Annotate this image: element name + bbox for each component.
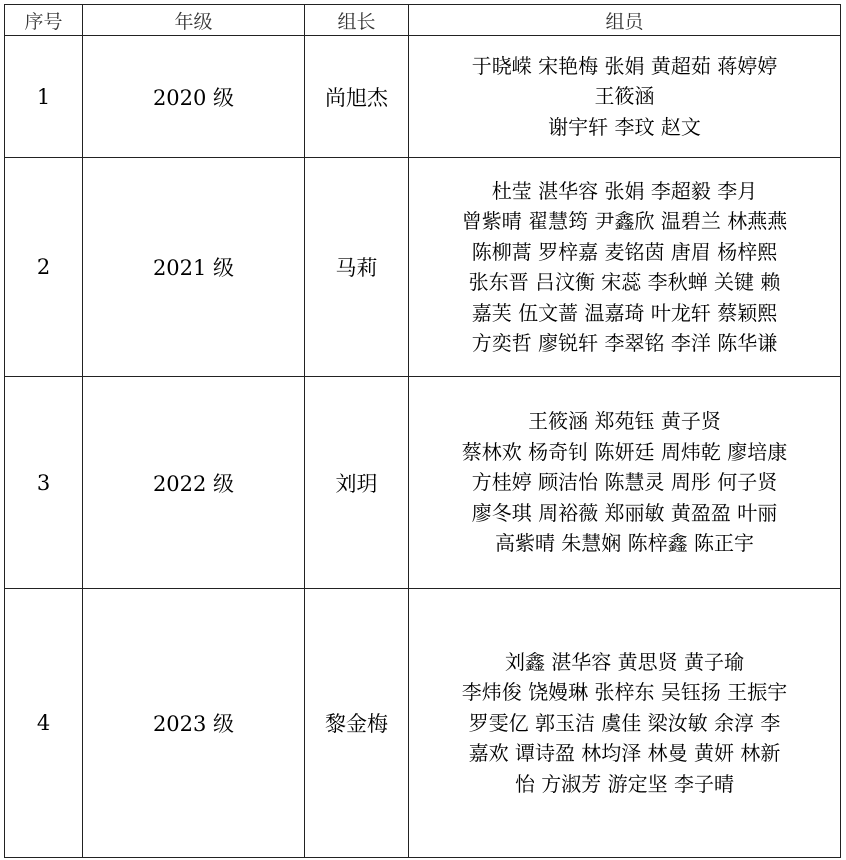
member-line: 方奕哲 廖锐轩 李翠铭 李洋 陈华谦 [471, 331, 778, 355]
row-index: 3 [5, 377, 83, 589]
table-row [5, 377, 841, 589]
member-line: 罗雯亿 郭玉洁 虞佳 梁汝敏 余淳 李 [468, 710, 781, 735]
row-members [409, 36, 841, 158]
row-leader: 尚旭杰 [305, 36, 409, 158]
row-grade: 2020 级 [83, 36, 305, 158]
member-line: 蔡林欢 杨奇钊 陈妍廷 周炜乾 廖培康 [461, 439, 788, 464]
member-line: 李炜俊 饶嫚琳 张梓东 吴钰扬 王振宇 [461, 680, 788, 705]
table-row [5, 36, 841, 158]
member-line: 怡 方淑芳 游定坚 李子晴 [514, 771, 735, 796]
member-line: 王筱涵 郑苑钰 黄子贤 [528, 409, 721, 434]
row-members [409, 158, 841, 377]
header-index: 序号 [5, 5, 83, 36]
row-leader: 马莉 [305, 158, 409, 377]
member-line: 曾紫晴 翟慧筠 尹鑫欣 温碧兰 林燕燕 [461, 209, 788, 233]
row-members [409, 589, 841, 858]
row-index: 2 [5, 158, 83, 377]
member-line: 方桂婷 顾洁怡 陈慧灵 周彤 何子贤 [471, 470, 778, 495]
member-line: 刘鑫 湛华容 黄思贤 黄子瑜 [504, 649, 745, 674]
row-grade: 2022 级 [83, 377, 305, 589]
row-index: 4 [5, 589, 83, 858]
member-line: 高紫晴 朱慧娴 陈梓鑫 陈正宇 [494, 531, 755, 556]
header-grade: 年级 [83, 5, 305, 36]
member-line: 嘉欢 谭诗盈 林均泽 林曼 黄妍 林新 [468, 741, 781, 766]
row-grade: 2021 级 [83, 158, 305, 377]
header-members: 组员 [409, 5, 841, 36]
member-line: 陈柳蒿 罗梓嘉 麦铭茵 唐眉 杨梓熙 [471, 239, 778, 264]
member-line: 杜莹 湛华容 张娟 李超毅 李月 [491, 178, 758, 203]
member-line: 张东晋 吕汶衡 宋蕊 李秋蝉 关键 赖 [468, 270, 781, 294]
header-row [5, 5, 841, 36]
member-line: 王筱涵 [594, 84, 655, 109]
member-line: 廖冬琪 周裕薇 郑丽敏 黄盈盈 叶丽 [471, 500, 778, 525]
table-row [5, 158, 841, 377]
row-index: 1 [5, 36, 83, 158]
header-leader: 组长 [305, 5, 409, 36]
member-line: 于晓嵘 宋艳梅 张娟 黄超茹 蒋婷婷 [471, 53, 778, 78]
row-leader: 刘玥 [305, 377, 409, 589]
table-row [5, 589, 841, 858]
row-grade: 2023 级 [83, 589, 305, 858]
group-roster-table [4, 4, 841, 858]
row-members [409, 377, 841, 589]
member-line: 谢宇轩 李玟 赵文 [548, 114, 701, 139]
member-line: 嘉芙 伍文蔷 温嘉琦 叶龙轩 蔡颖熙 [471, 300, 778, 325]
row-leader: 黎金梅 [305, 589, 409, 858]
